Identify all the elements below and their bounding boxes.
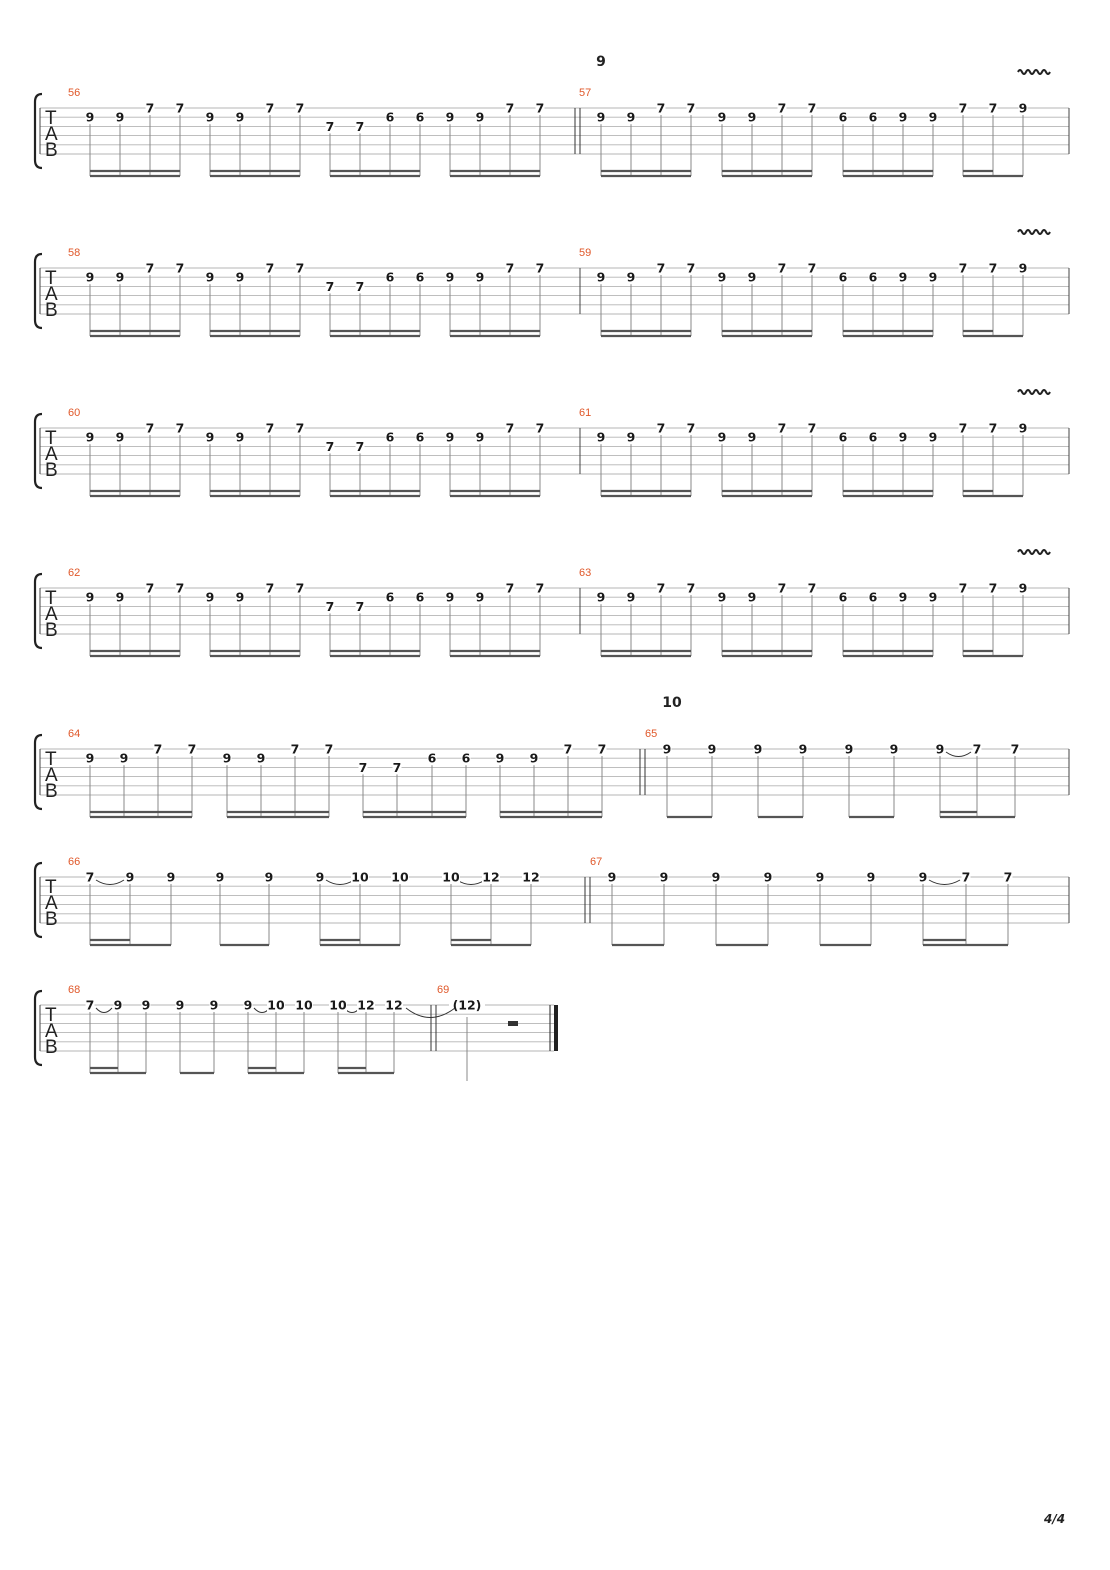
fret-number: 6: [385, 589, 395, 605]
system-bracket: [35, 863, 42, 937]
fret-number: 9: [1018, 100, 1028, 116]
fret-number: 9: [209, 997, 219, 1013]
fret-number: 9: [717, 589, 727, 605]
fret-number: 10: [391, 869, 409, 885]
tab-clef-letter: B: [45, 140, 58, 161]
fret-number: 7: [265, 420, 275, 436]
fret-number: 7: [358, 759, 368, 775]
fret-number: 7: [153, 741, 163, 757]
measure-number: 64: [68, 728, 81, 740]
measure-number: 58: [68, 247, 81, 259]
fret-number: 7: [145, 100, 155, 116]
fret-number: 9: [115, 109, 125, 125]
tab-clef-letter: A: [45, 444, 58, 465]
fret-number: 9: [243, 997, 253, 1013]
tab-clef-letter: A: [45, 765, 58, 786]
fret-number: 9: [753, 741, 763, 757]
fret-number: 9: [626, 269, 636, 285]
fret-number: 7: [325, 438, 335, 454]
fret-number: 7: [777, 420, 787, 436]
measure-number: 61: [579, 407, 592, 419]
fret-number: 6: [415, 429, 425, 445]
fret-number: 7: [958, 420, 968, 436]
measure-number: 57: [579, 87, 592, 99]
fret-number: 9: [113, 997, 123, 1013]
fret-number: 9: [1018, 580, 1028, 596]
fret-number: 9: [475, 109, 485, 125]
fret-number: 7: [1003, 869, 1013, 885]
fret-number: 9: [235, 589, 245, 605]
fret-number: 9: [918, 869, 928, 885]
fret-number: 6: [838, 589, 848, 605]
fret-number: 9: [898, 589, 908, 605]
fret-number: 7: [175, 100, 185, 116]
fret-number: 7: [807, 580, 817, 596]
slur: [96, 1008, 112, 1013]
tab-clef-letter: B: [45, 781, 58, 802]
section-number: 10: [662, 695, 682, 711]
fret-number: 7: [175, 260, 185, 276]
fret-number: 9: [235, 109, 245, 125]
fret-number: 7: [535, 580, 545, 596]
system-bracket: [35, 94, 42, 168]
fret-number: 7: [988, 260, 998, 276]
tab-clef-letter: B: [45, 909, 58, 930]
fret-number: 9: [928, 109, 938, 125]
fret-number: 6: [868, 589, 878, 605]
measure-number: 60: [68, 407, 81, 419]
measure-number: 65: [645, 728, 658, 740]
fret-number: 9: [626, 429, 636, 445]
fret-number: 7: [535, 100, 545, 116]
fret-number: 9: [626, 109, 636, 125]
fret-number: 7: [355, 438, 365, 454]
fret-number: 7: [295, 100, 305, 116]
fret-number: 9: [1018, 260, 1028, 276]
fret-number: 9: [747, 109, 757, 125]
fret-number: 6: [415, 589, 425, 605]
fret-number: 9: [626, 589, 636, 605]
fret-number: 6: [868, 269, 878, 285]
fret-number: 9: [235, 429, 245, 445]
fret-number: 9: [495, 750, 505, 766]
tab-clef-letter: T: [45, 428, 57, 449]
fret-number: 6: [427, 750, 437, 766]
slur: [96, 880, 124, 885]
fret-number: 10: [295, 997, 313, 1013]
fret-number: 9: [1018, 420, 1028, 436]
fret-number: 7: [1010, 741, 1020, 757]
fret-number: 9: [866, 869, 876, 885]
tab-clef-letter: T: [45, 749, 57, 770]
fret-number: 7: [505, 260, 515, 276]
fret-number: 9: [928, 269, 938, 285]
fret-number: 9: [166, 869, 176, 885]
fret-number: 6: [415, 269, 425, 285]
fret-number: 7: [295, 580, 305, 596]
slur: [457, 880, 485, 885]
fret-number: 6: [838, 429, 848, 445]
fret-number: (12): [452, 997, 482, 1013]
tab-system: [35, 695, 1069, 817]
fret-number: 10: [329, 997, 347, 1013]
fret-number: 9: [717, 109, 727, 125]
fret-number: 12: [385, 997, 403, 1013]
tab-clef-letter: T: [45, 1005, 57, 1026]
tab-clef-letter: A: [45, 124, 58, 145]
fret-number: 7: [972, 741, 982, 757]
measure-number: 59: [579, 247, 592, 259]
fret-number: 9: [85, 109, 95, 125]
fret-number: 9: [763, 869, 773, 885]
fret-number: 9: [205, 429, 215, 445]
fret-number: 7: [290, 741, 300, 757]
fret-number: 9: [115, 589, 125, 605]
measure-number: 56: [68, 87, 81, 99]
fret-number: 9: [659, 869, 669, 885]
fret-number: 7: [656, 260, 666, 276]
fret-number: 7: [807, 100, 817, 116]
measure-number: 66: [68, 856, 81, 868]
fret-number: 9: [264, 869, 274, 885]
fret-number: 6: [838, 109, 848, 125]
fret-number: 7: [505, 580, 515, 596]
fret-number: 9: [475, 429, 485, 445]
measure-number: 67: [590, 856, 603, 868]
fret-number: 9: [747, 429, 757, 445]
fret-number: 7: [777, 580, 787, 596]
tab-clef-letter: B: [45, 300, 58, 321]
fret-number: 6: [868, 429, 878, 445]
fret-number: 7: [392, 759, 402, 775]
fret-number: 7: [988, 420, 998, 436]
section-number: 9: [596, 54, 606, 70]
tab-system: [35, 856, 1069, 945]
fret-number: 9: [844, 741, 854, 757]
fret-number: 9: [115, 429, 125, 445]
fret-number: 9: [798, 741, 808, 757]
fret-number: 9: [445, 589, 455, 605]
tab-system: [35, 390, 1069, 496]
fret-number: 9: [85, 750, 95, 766]
fret-number: 7: [355, 598, 365, 614]
fret-number: 12: [357, 997, 375, 1013]
system-bracket: [35, 991, 42, 1065]
fret-number: 7: [175, 580, 185, 596]
tab-clef-letter: B: [45, 1037, 58, 1058]
fret-number: 6: [868, 109, 878, 125]
fret-number: 7: [325, 278, 335, 294]
vibrato-marking: [1018, 70, 1050, 74]
fret-number: 9: [85, 429, 95, 445]
fret-number: 9: [815, 869, 825, 885]
fret-number: 7: [807, 420, 817, 436]
fret-number: 7: [355, 278, 365, 294]
fret-number: 9: [475, 589, 485, 605]
fret-number: 7: [325, 598, 335, 614]
fret-number: 9: [898, 109, 908, 125]
fret-number: 7: [958, 100, 968, 116]
fret-number: 7: [686, 260, 696, 276]
measure-number: 63: [579, 567, 592, 579]
fret-number: 10: [442, 869, 460, 885]
fret-number: 9: [928, 589, 938, 605]
fret-number: 12: [482, 869, 500, 885]
fret-number: 9: [125, 869, 135, 885]
fret-number: 7: [145, 260, 155, 276]
fret-number: 7: [777, 100, 787, 116]
fret-number: 9: [596, 109, 606, 125]
fret-number: 9: [747, 269, 757, 285]
fret-number: 9: [607, 869, 617, 885]
fret-number: 9: [596, 269, 606, 285]
fret-number: 7: [295, 420, 305, 436]
fret-number: 7: [597, 741, 607, 757]
fret-number: 7: [958, 580, 968, 596]
fret-number: 7: [85, 869, 95, 885]
fret-number: 9: [85, 589, 95, 605]
fret-number: 7: [961, 869, 971, 885]
final-barline: [554, 1005, 558, 1051]
fret-number: 9: [596, 429, 606, 445]
page-number: 4/4: [1044, 1512, 1066, 1526]
fret-number: 9: [717, 269, 727, 285]
fret-number: 9: [747, 589, 757, 605]
fret-number: 9: [898, 269, 908, 285]
fret-number: 9: [205, 589, 215, 605]
vibrato-marking: [1018, 390, 1050, 394]
fret-number: 9: [711, 869, 721, 885]
fret-number: 7: [187, 741, 197, 757]
fret-number: 6: [385, 109, 395, 125]
fret-number: 7: [324, 741, 334, 757]
fret-number: 9: [115, 269, 125, 285]
fret-number: 7: [265, 580, 275, 596]
fret-number: 9: [475, 269, 485, 285]
fret-number: 7: [777, 260, 787, 276]
fret-number: 6: [415, 109, 425, 125]
fret-number: 7: [958, 260, 968, 276]
tab-clef-letter: A: [45, 284, 58, 305]
tab-clef-letter: A: [45, 1021, 58, 1042]
fret-number: 9: [662, 741, 672, 757]
fret-number: 7: [85, 997, 95, 1013]
fret-number: 7: [505, 100, 515, 116]
fret-number: 9: [205, 109, 215, 125]
fret-number: 9: [85, 269, 95, 285]
slur: [946, 752, 971, 757]
fret-number: 7: [807, 260, 817, 276]
fret-number: 9: [222, 750, 232, 766]
tab-system: [35, 984, 558, 1081]
system-bracket: [35, 414, 42, 488]
tab-clef-letter: A: [45, 893, 58, 914]
fret-number: 7: [686, 100, 696, 116]
fret-number: 9: [235, 269, 245, 285]
fret-number: 7: [686, 580, 696, 596]
fret-number: 7: [175, 420, 185, 436]
tab-clef-letter: B: [45, 460, 58, 481]
fret-number: 7: [355, 118, 365, 134]
tab-clef-letter: B: [45, 620, 58, 641]
fret-number: 10: [267, 997, 285, 1013]
fret-number: 9: [119, 750, 129, 766]
fret-number: 7: [145, 580, 155, 596]
tab-clef-letter: T: [45, 108, 57, 129]
fret-number: 12: [522, 869, 540, 885]
tab-system: [35, 230, 1069, 336]
fret-number: 6: [461, 750, 471, 766]
fret-number: 6: [385, 269, 395, 285]
fret-number: 10: [351, 869, 369, 885]
half-rest: [508, 1021, 518, 1026]
fret-number: 9: [141, 997, 151, 1013]
fret-number: 9: [315, 869, 325, 885]
system-bracket: [35, 254, 42, 328]
system-bracket: [35, 574, 42, 648]
fret-number: 9: [175, 997, 185, 1013]
fret-number: 7: [686, 420, 696, 436]
fret-number: 9: [928, 429, 938, 445]
tab-clef-letter: T: [45, 877, 57, 898]
fret-number: 6: [385, 429, 395, 445]
tab-clef-letter: T: [45, 268, 57, 289]
measure-number: 68: [68, 984, 81, 996]
tab-system: [35, 54, 1069, 176]
fret-number: 7: [563, 741, 573, 757]
fret-number: 7: [325, 118, 335, 134]
fret-number: 9: [445, 109, 455, 125]
measure-number: 62: [68, 567, 81, 579]
fret-number: 9: [707, 741, 717, 757]
fret-number: 9: [256, 750, 266, 766]
fret-number: 9: [445, 429, 455, 445]
fret-number: 7: [265, 260, 275, 276]
fret-number: 9: [717, 429, 727, 445]
slur: [929, 880, 960, 885]
tab-system: [35, 550, 1069, 656]
fret-number: 9: [445, 269, 455, 285]
fret-number: 7: [656, 580, 666, 596]
fret-number: 9: [898, 429, 908, 445]
system-bracket: [35, 735, 42, 809]
tab-clef-letter: A: [45, 604, 58, 625]
fret-number: 9: [205, 269, 215, 285]
vibrato-marking: [1018, 230, 1050, 234]
fret-number: 6: [838, 269, 848, 285]
fret-number: 7: [535, 260, 545, 276]
slur: [326, 880, 354, 885]
fret-number: 7: [656, 420, 666, 436]
fret-number: 7: [505, 420, 515, 436]
fret-number: 9: [596, 589, 606, 605]
fret-number: 9: [529, 750, 539, 766]
fret-number: 7: [265, 100, 275, 116]
fret-number: 7: [656, 100, 666, 116]
vibrato-marking: [1018, 550, 1050, 554]
fret-number: 9: [889, 741, 899, 757]
fret-number: 7: [295, 260, 305, 276]
fret-number: 7: [145, 420, 155, 436]
measure-number: 69: [437, 984, 450, 996]
fret-number: 7: [988, 100, 998, 116]
fret-number: 9: [935, 741, 945, 757]
fret-number: 9: [215, 869, 225, 885]
fret-number: 7: [988, 580, 998, 596]
fret-number: 7: [535, 420, 545, 436]
tab-clef-letter: T: [45, 588, 57, 609]
